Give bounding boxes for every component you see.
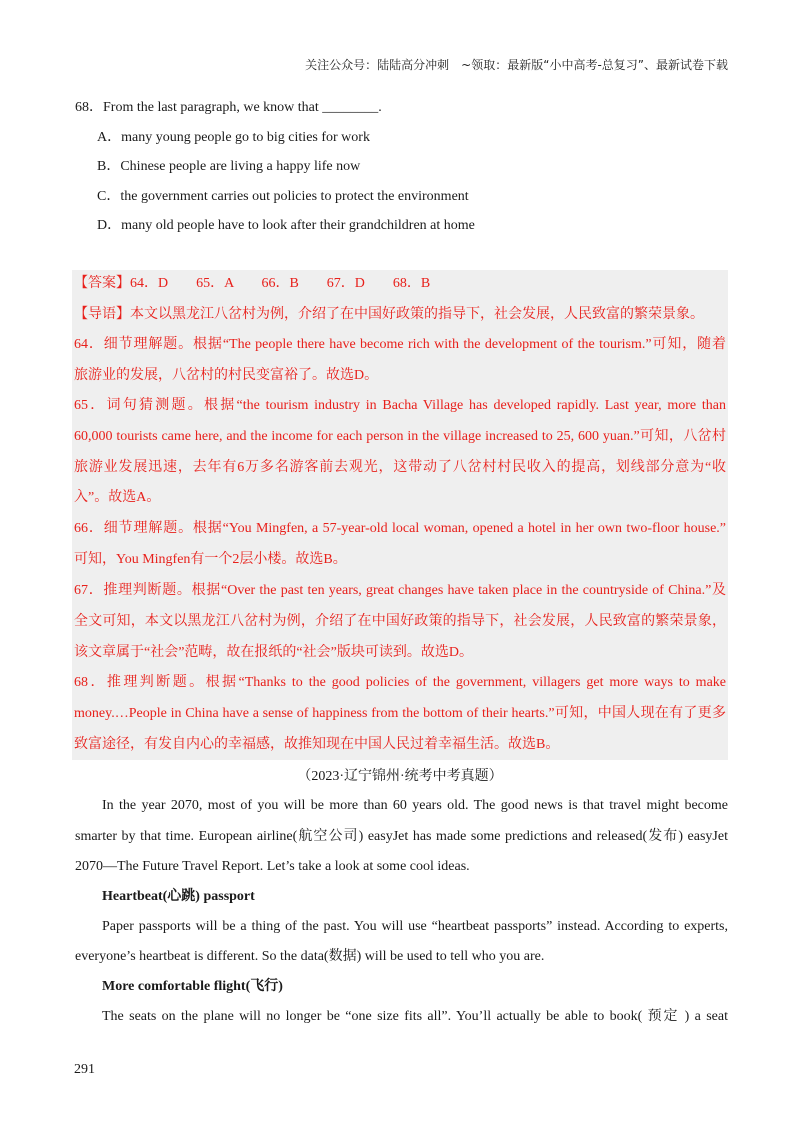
answer-line: 68．推理判断题。根据“Thanks to the good policies of the government, villagers get more ways to make [74,675,726,690]
passage-line: everyone’s heartbeat is different. So the data(数据) will be used to tell who you are. [75,949,545,964]
option-c: C．the government carries out policies to protect the environment [97,188,469,204]
answer-line: 该文章属于“社会”范畴，故在报纸的“社会”版块可读到。故选D。 [74,645,473,660]
answer-line: 旅游业的发展，八岔村的村民变富裕了。故选D。 [74,368,379,383]
answer-line: 入”。故选A。 [74,490,161,505]
answer-line: 可知，You Mingfen有一个2层小楼。故选B。 [74,552,347,567]
section-heading: Heartbeat(心跳) passport [102,889,255,904]
answer-explanation-box [72,270,728,760]
section-heading: More comfortable flight(飞行) [102,979,283,994]
passage-line: The seats on the plane will no longer be “one size fits all”. You’ll actually be able to book( 预定 ) a seat [102,1009,728,1024]
answer-line: 全文可知，本文以黑龙江八岔村为例，介绍了在中国好政策的指导下，社会发展，人民致富的繁荣景象， [74,614,726,629]
option-a: A．many young people go to big cities for work [97,129,370,145]
option-d: D．many old people have to look after their grandchildren at home [97,218,475,233]
passage-line: smarter by that time. European airline(航空公司) easyJet has made some predictions and released(发布) easyJet [75,829,728,844]
passage-line: In the year 2070, most of you will be more than 60 years old. The good news is that travel might become [102,798,728,813]
answer-line: 64．细节理解题。根据“The people there have become rich with the development of the tourism.”可知，随着 [74,337,726,352]
question-68 [75,98,735,236]
answer-line: 65．词句猜测题。根据“the tourism industry in Bacha Village has developed rapidly. Last year, more than [74,398,726,413]
passage-source: （2023·辽宁锦州·统考中考真题） [297,769,503,784]
answer-line: money.…People in China have a sense of happiness from the bottom of their hearts.”可知，中国人现在有了更多 [74,706,726,721]
answer-line: 66．细节理解题。根据“You Mingfen, a 57-year-old local woman, opened a hotel in her own two-floor house.” [74,521,726,536]
answer-key: 【答案】64．D 65．A 66．B 67．D 68．B [74,276,431,291]
page-number: 291 [74,1062,95,1077]
answer-line: 60,000 tourists came here, and the income for each person in the village increased to 25, 600 yuan.”可知，八岔村 [74,429,726,444]
answer-intro: 【导语】本文以黑龙江八岔村为例，介绍了在中国好政策的指导下，社会发展，人民致富的繁荣景象。 [74,307,704,322]
passage-line: 2070—The Future Travel Report. Let’s take a look at some cool ideas. [75,859,470,874]
question-stem: 68．From the last paragraph, we know that ________. [75,100,382,115]
answer-line: 致富途径，有发自内心的幸福感，故推知现在中国人民过着幸福生活。故选B。 [74,737,560,752]
page-header: 关注公众号：陆陆高分冲刺 ~领取：最新版“小中高考-总复习”、最新试卷下载 [305,58,728,72]
passage-line: Paper passports will be a thing of the past. You will use “heartbeat passports” instead. According to experts, [102,919,728,934]
answer-line: 67．推理判断题。根据“Over the past ten years, great changes have taken place in the countryside of China.”及 [74,583,726,598]
option-b: B．Chinese people are living a happy life now [97,159,361,174]
answer-line: 旅游业发展迅速，去年有6万多名游客前去观光，这带动了八岔村村民收入的提高，划线部分意为“收 [74,460,726,475]
